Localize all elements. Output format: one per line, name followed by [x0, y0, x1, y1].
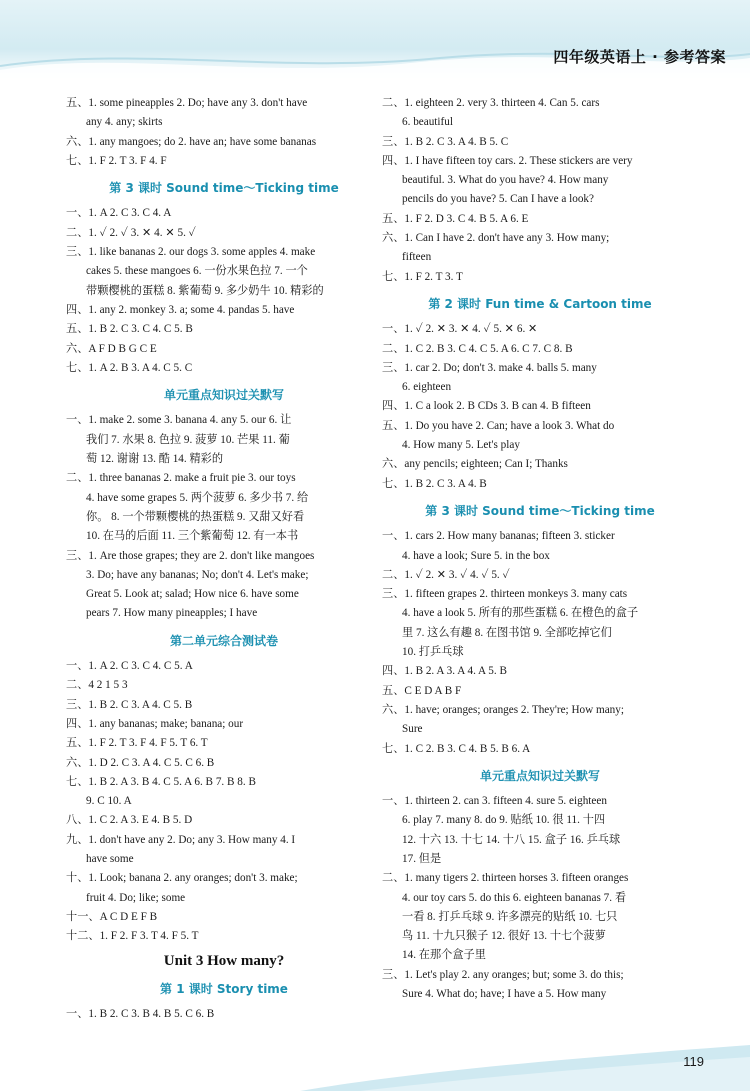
answer-line: 一、1. ✓ 2. ✕ 3. ✕ 4. ✓ 5. ✕ 6. ✕	[382, 323, 538, 336]
answer-column-left	[66, 94, 382, 1024]
header-title: 四年级英语上 · 参考答案	[553, 48, 726, 66]
answer-line: 九、1. don't have any 2. Do; any 3. How many 4. I	[66, 833, 296, 846]
answer-line: 四、1. C a look 2. B CDs 3. B can 4. B fifteen	[382, 400, 591, 413]
answer-line: 七、1. B 2. A 3. B 4. C 5. A 6. B 7. B 8. B	[66, 775, 256, 788]
answer-line: 14. 在那个盒子里	[402, 949, 486, 962]
section-heading: 第 3 课时 Sound time～Ticking time	[109, 181, 339, 196]
answer-line: 二、1. C 2. B 3. C 4. C 5. A 6. C 7. C 8. B	[382, 342, 573, 355]
answer-line: 七、1. A 2. B 3. A 4. C 5. C	[66, 361, 193, 374]
answer-column-right	[382, 94, 698, 1004]
answer-line: 9. C 10. A	[86, 795, 132, 808]
answer-line: 十一、A C D E F B	[66, 910, 158, 923]
answer-line: 五、C E D A B F	[382, 684, 462, 697]
answer-line: 三、1. B 2. C 3. A 4. C 5. B	[66, 698, 193, 711]
answer-line: 二、1. three bananas 2. make a fruit pie 3. our toys	[66, 472, 296, 485]
answer-line: 十二、1. F 2. F 3. T 4. F 5. T	[66, 930, 199, 943]
answer-line: 你。 8. 一个带颗樱桃的热蛋糕 9. 又甜又好看	[86, 510, 305, 523]
answer-line: 一、1. A 2. C 3. C 4. C 5. A	[66, 660, 193, 673]
answer-line: 三、1. Are those grapes; they are 2. don't like mangoes	[66, 549, 315, 562]
answer-line: 四、1. any 2. monkey 3. a; some 4. pandas 5. have	[66, 303, 295, 316]
answer-line: 一、1. A 2. C 3. C 4. A	[66, 207, 172, 220]
answer-line: 三、1. like bananas 2. our dogs 3. some apples 4. make	[66, 246, 316, 259]
answer-line: 十、1. Look; banana 2. any oranges; don't 3. make;	[66, 872, 298, 885]
answer-line: 二、1. eighteen 2. very 3. thirteen 4. Can 5. cars	[382, 97, 600, 109]
answer-line: 五、1. F 2. T 3. F 4. F 5. T 6. T	[66, 737, 208, 750]
answer-line: 三、1. car 2. Do; don't 3. make 4. balls 5. many	[382, 361, 597, 374]
answer-line: 一看 8. 打乒乓球 9. 许多漂亮的贴纸 10. 七只	[402, 910, 618, 923]
footer-wave-decoration	[0, 1041, 750, 1091]
answer-line: 4. How many 5. Let's play	[402, 439, 520, 452]
answer-line: 10. 在马的后面 11. 三个紫葡萄 12. 有一本书	[86, 530, 299, 543]
answer-line: 我们 7. 水果 8. 色拉 9. 菠萝 10. 芒果 11. 葡	[86, 433, 290, 446]
answer-line: 一、1. make 2. some 3. banana 4. any 5. our 6. 让	[66, 414, 292, 427]
answer-line: 五、1. some pineapples 2. Do; have any 3. don't have	[66, 97, 308, 109]
answer-line: 二、1. many tigers 2. thirteen horses 3. fifteen oranges	[382, 872, 629, 885]
answer-line: 一、1. B 2. C 3. B 4. B 5. C 6. B	[66, 1008, 215, 1021]
section-heading: 第二单元综合测试卷	[169, 633, 278, 648]
answer-line: fruit 4. Do; like; some	[86, 891, 186, 904]
answer-line: 四、1. any bananas; make; banana; our	[66, 717, 244, 730]
answer-line: 六、1. any mangoes; do 2. have an; have some bananas	[66, 135, 317, 148]
answer-line: 二、1. ✓ 2. ✕ 3. ✓ 4. ✓ 5. ✓	[382, 568, 510, 581]
section-heading: 第 3 课时 Sound time～Ticking time	[425, 503, 655, 518]
answer-line: 八、1. C 2. A 3. E 4. B 5. D	[66, 814, 193, 827]
answer-line: 五、1. Do you have 2. Can; have a look 3. What do	[382, 419, 615, 432]
answer-line: 五、1. B 2. C 3. C 4. C 5. B	[66, 323, 193, 336]
answer-line: Sure 4. What do; have; I have a 5. How many	[402, 988, 607, 1001]
answer-line: 鸟 11. 十九只猴子 12. 很好 13. 十七个菠萝	[402, 930, 606, 943]
answer-line: 4. have a look 5. 所有的那些蛋糕 6. 在橙色的盒子	[402, 607, 639, 620]
answer-line: 七、1. B 2. C 3. A 4. B	[382, 477, 487, 490]
answer-line: fifteen	[402, 251, 432, 264]
answer-line: 五、1. F 2. D 3. C 4. B 5. A 6. E	[382, 212, 529, 225]
answer-line: 4. our toy cars 5. do this 6. eighteen bananas 7. 看	[402, 891, 627, 904]
answer-line: 6. eighteen	[402, 381, 452, 394]
section-heading: 第 2 课时 Fun time & Cartoon time	[428, 296, 652, 311]
answer-line: 六、any pencils; eighteen; Can I; Thanks	[382, 458, 568, 471]
section-heading: 单元重点知识过关默写	[479, 768, 600, 783]
answer-line: 6. play 7. many 8. do 9. 贴纸 10. 很 11. 十四	[402, 814, 606, 827]
answer-line: 里 7. 这么有趣 8. 在图书馆 9. 全部吃掉它们	[402, 626, 612, 639]
answer-line: 萄 12. 谢谢 13. 酷 14. 精彩的	[86, 453, 224, 466]
answer-line: 七、1. C 2. B 3. C 4. B 5. B 6. A	[382, 742, 531, 755]
unit-heading: Unit 3 How many?	[163, 953, 285, 970]
section-heading: 第 1 课时 Story time	[160, 981, 288, 996]
answer-line: 七、1. F 2. T 3. F 4. F	[66, 154, 167, 167]
answer-line: 六、1. Can I have 2. don't have any 3. How many;	[382, 232, 610, 245]
answer-line: Great 5. Look at; salad; How nice 6. have some	[86, 588, 299, 601]
answer-line: 一、1. thirteen 2. can 3. fifteen 4. sure 5. eighteen	[382, 795, 607, 808]
answer-line: 四、1. B 2. A 3. A 4. A 5. B	[382, 665, 507, 678]
answer-line: 带颗樱桃的蛋糕 8. 紫葡萄 9. 多少奶牛 10. 精彩的	[86, 284, 324, 297]
answer-line: any 4. any; skirts	[86, 116, 163, 129]
answer-line: have some	[86, 852, 134, 865]
answer-line: 17. 但是	[402, 852, 442, 865]
answer-line: 四、1. I have fifteen toy cars. 2. These stickers are very	[382, 154, 633, 167]
answer-line: 七、1. F 2. T 3. T	[382, 270, 463, 283]
answer-line: 10. 打乒乓球	[402, 646, 464, 659]
answer-line: 二、4 2 1 5 3	[66, 679, 128, 692]
answer-line: Sure	[402, 723, 423, 736]
answer-line: cakes 5. these mangoes 6. 一份水果色拉 7. 一个	[86, 265, 308, 278]
answer-line: 6. beautiful	[402, 116, 453, 129]
answer-line: 4. have a look; Sure 5. in the box	[402, 549, 550, 562]
answer-line: 三、1. Let's play 2. any oranges; but; some 3. do this;	[382, 968, 624, 981]
answer-line: 3. Do; have any bananas; No; don't 4. Let's make;	[86, 568, 309, 581]
answer-line: 4. have some grapes 5. 两个菠萝 6. 多少书 7. 给	[86, 491, 309, 504]
answer-line: 六、1. have; oranges; oranges 2. They're; How many;	[382, 703, 624, 716]
answer-line: pencils do you have? 5. Can I have a look?	[402, 193, 594, 206]
answer-line: 二、1. ✓ 2. ✓ 3. ✕ 4. ✕ 5. ✓	[66, 226, 196, 239]
answer-line: 六、1. D 2. C 3. A 4. C 5. C 6. B	[66, 756, 215, 769]
answer-line: 六、A F D B G C E	[66, 342, 157, 355]
page-number: 119	[683, 1054, 704, 1069]
section-heading: 单元重点知识过关默写	[163, 388, 284, 403]
answer-line: 三、1. fifteen grapes 2. thirteen monkeys 3. many cats	[382, 588, 628, 601]
answer-line: beautiful. 3. What do you have? 4. How many	[402, 174, 609, 187]
answer-line: 12. 十六 13. 十七 14. 十八 15. 盒子 16. 乒乓球	[402, 833, 621, 846]
answer-line: 一、1. cars 2. How many bananas; fifteen 3. sticker	[382, 530, 615, 543]
answer-line: 三、1. B 2. C 3. A 4. B 5. C	[382, 135, 509, 148]
answer-line: pears 7. How many pineapples; I have	[86, 607, 258, 620]
